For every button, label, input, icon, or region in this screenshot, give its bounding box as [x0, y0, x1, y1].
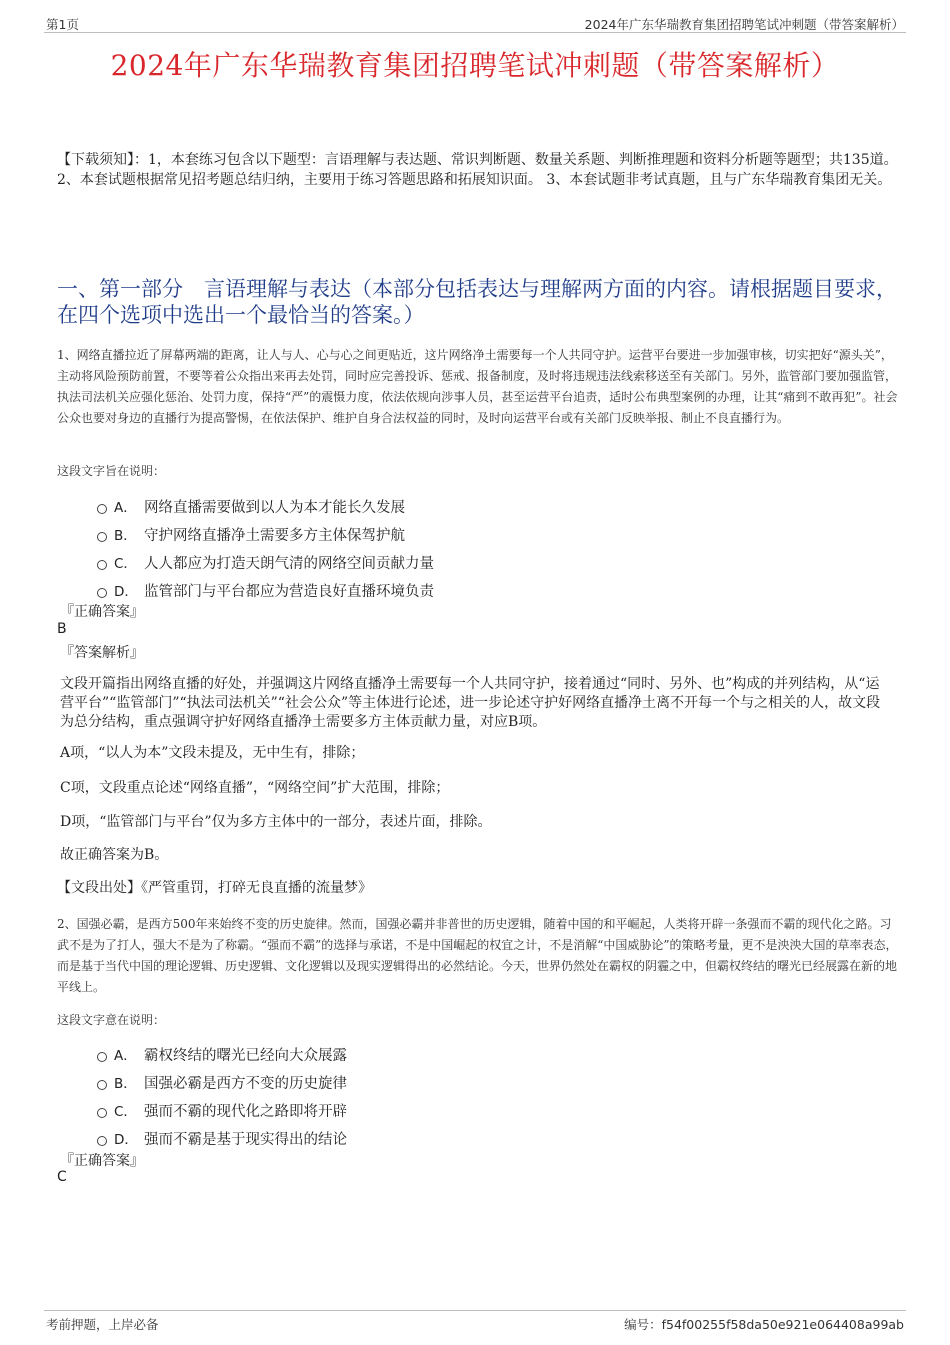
option-a[interactable] — [97, 492, 434, 520]
radio-icon[interactable] — [97, 1108, 107, 1118]
analysis-paragraph: 故正确答案为B。 — [60, 847, 169, 863]
header-doc-title: 2024年广东华瑞教育集团招聘笔试冲刺题（带答案解析） — [584, 17, 904, 32]
option-letter: D． — [114, 584, 138, 600]
analysis-label: 『答案解析』 — [60, 645, 144, 661]
option-text: 强而不霸是基于现实得出的结论 — [144, 1131, 347, 1148]
option-text: 霸权终结的曙光已经向大众展露 — [144, 1047, 347, 1064]
option-c[interactable] — [97, 548, 434, 576]
question-2-text: 2、国强必霸，是西方500年来始终不变的历史旋律。然而，国强必霸并非普世的历史逻辑，随着中国的和平崛起，人类将开辟一条强而不霸的现代化之路。习武不是为了打人，强大不是为了称霸。“强而不霸”的选择与承诺，不是中国崛起的权宜之计，不是消解“中国威胁论”的策略考量，更不是泱泱大国的草率表态，而是基于当代中国的理论逻辑、历史逻辑、文化逻辑以及现实逻辑得出的必然结论。今天，世界仍然处在霸权的阴霾之中，但霸权终结的曙光已经展露在新的地平线上。 — [57, 917, 898, 994]
option-text: 守护网络直播净土需要多方主体保驾护航 — [144, 527, 405, 544]
answer-label: 『正确答案』 — [60, 1153, 144, 1169]
answer-label: 『正确答案』 — [60, 604, 144, 620]
answer-value: B — [57, 621, 67, 637]
option-d[interactable] — [97, 1124, 347, 1152]
option-text: 监管部门与平台都应为营造良好直播环境负责 — [144, 583, 434, 600]
option-text: 国强必霸是西方不变的历史旋律 — [144, 1075, 347, 1092]
radio-icon[interactable] — [97, 532, 107, 542]
option-b[interactable] — [97, 1068, 347, 1096]
option-letter: C． — [114, 1104, 137, 1120]
radio-icon[interactable] — [97, 1136, 107, 1146]
analysis-paragraph: C项，文段重点论述“网络直播”，“网络空间”扩大范围，排除； — [60, 780, 450, 796]
option-letter: A． — [114, 500, 137, 516]
option-text: 网络直播需要做到以人为本才能长久发展 — [144, 499, 405, 516]
option-text: 强而不霸的现代化之路即将开辟 — [144, 1103, 347, 1120]
answer-value: C — [57, 1169, 67, 1185]
radio-icon[interactable] — [97, 588, 107, 598]
option-letter: D． — [114, 1132, 138, 1148]
footer-divider — [44, 1310, 906, 1311]
option-c[interactable] — [97, 1096, 347, 1124]
radio-icon[interactable] — [97, 1052, 107, 1062]
question-1-options — [97, 492, 434, 604]
analysis-paragraph: D项，“监管部门与平台”仅为多方主体中的一部分，表述片面，排除。 — [60, 814, 492, 830]
question-1-prompt: 这段文字旨在说明： — [57, 464, 166, 478]
page-header — [44, 14, 906, 33]
radio-icon[interactable] — [97, 504, 107, 514]
source-citation: 【文段出处】《严管重罚，打碎无良直播的流量梦》 — [57, 880, 372, 896]
footer-slogan: 考前押题，上岸必备 — [46, 1317, 159, 1332]
question-2-prompt: 这段文字意在说明： — [57, 1013, 166, 1027]
radio-icon[interactable] — [97, 1080, 107, 1090]
option-letter: C． — [114, 556, 137, 572]
download-notice: 【下载须知】：1，本套练习包含以下题型：言语理解与表达题、常识判断题、数量关系题、判断推理题和资料分析题等题型；共135道。 2、本套试题根据常见招考题总结归纳，主要用于练习答题思路和拓展知识面。 3、本套试题非考试真题，且与广东华瑞教育集团无关。 — [57, 152, 898, 188]
option-text: 人人都应为打造天朗气清的网络空间贡献力量 — [144, 555, 434, 572]
page-number: 第1页 — [46, 17, 79, 32]
section-heading: 一、第一部分 言语理解与表达（本部分包括表达与理解两方面的内容。请根据题目要求，在四个选项中选出一个最恰当的答案。） — [57, 277, 897, 327]
radio-icon[interactable] — [97, 560, 107, 570]
document-title: 2024年广东华瑞教育集团招聘笔试冲刺题（带答案解析） — [110, 49, 840, 82]
question-1-text: 1、网络直播拉近了屏幕两端的距离，让人与人、心与心之间更贴近，这片网络净土需要每一个人共同守护。运营平台要进一步加强审核，切实把好“源头关”，主动将风险预防前置，不要等着公众指出来再去处罚，同时应完善投诉、惩戒、报备制度，及时将违规违法线索移送至有关部门。另外，监管部门要加强监管，执法司法机关应强化惩治、处罚力度，保持“严”的震慑力度，依法依规向涉事人员，甚至运营平台追责，适时公布典型案例的办理，让其“痛到不敢再犯”。社会公众也要对身边的直播行为提高警惕，在依法保护、维护自身合法权益的同时，及时向运营平台或有关部门反映举报、制止不良直播行为。 — [57, 348, 898, 425]
analysis-paragraph: 文段开篇指出网络直播的好处，并强调这片网络直播净土需要每一个人共同守护，接着通过“同时、另外、也”构成的并列结构，从“运营平台”“监管部门”“执法司法机关”“社会公众”等主体进行论述，进一步论述守护好网络直播净土离不开每一个与之相关的人，故文段为总分结构，重点强调守护好网络直播净土需要多方主体贡献力量，对应B项。 — [60, 676, 881, 730]
option-a[interactable] — [97, 1040, 347, 1068]
footer-serial: 编号：f54f00255f58da50e921e064408a99ab — [624, 1317, 904, 1332]
option-d[interactable] — [97, 576, 434, 604]
question-2-options — [97, 1040, 347, 1152]
option-letter: B． — [114, 1076, 137, 1092]
analysis-paragraph: A项，“以人为本”文段未提及，无中生有，排除； — [60, 745, 365, 761]
option-b[interactable] — [97, 520, 434, 548]
option-letter: B． — [114, 528, 137, 544]
option-letter: A． — [114, 1048, 137, 1064]
